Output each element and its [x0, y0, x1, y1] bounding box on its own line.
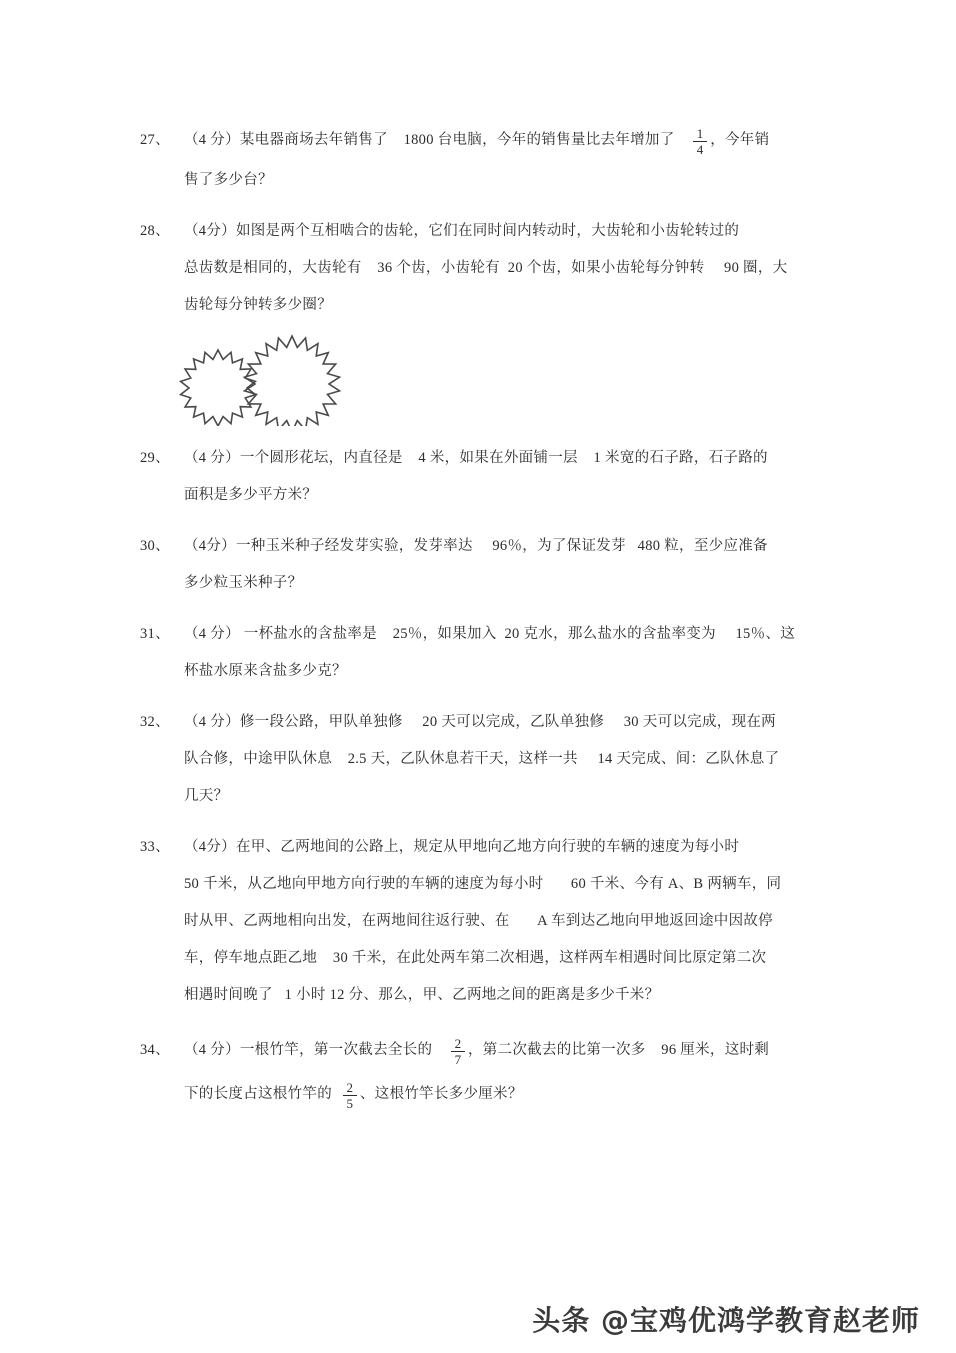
text-run: 、这根竹竿长多少厘米？ — [359, 1086, 523, 1102]
question-line — [140, 866, 820, 903]
question-line — [140, 477, 820, 514]
question-text — [184, 287, 820, 324]
question-text — [184, 778, 820, 815]
question-text — [184, 528, 820, 565]
question-number: 29、 — [140, 450, 170, 466]
question-line — [140, 704, 820, 741]
question-text — [184, 565, 820, 602]
large-gear-icon — [244, 336, 339, 426]
question-text — [184, 903, 820, 940]
text-run: （4 分）某电器商场去年销售了 1800 台电脑，今年的销售量比去年增加了 — [184, 132, 691, 148]
question-line — [140, 903, 820, 940]
fraction-denominator: 7 — [454, 1052, 462, 1068]
question-block — [140, 118, 820, 199]
question-block — [140, 213, 820, 426]
question-text — [184, 1028, 820, 1072]
question-text — [184, 162, 820, 199]
question-line — [140, 829, 820, 866]
question-line — [140, 778, 820, 815]
question-line — [140, 528, 820, 565]
text-run: 总齿数是相同的，大齿轮有 36 个齿，小齿轮有 20 个齿，如果小齿轮每分钟转 90 圈，大 — [184, 260, 788, 276]
question-text — [184, 741, 820, 778]
text-run: 面积是多少平方米？ — [184, 487, 318, 503]
meshing-gears-figure — [178, 330, 820, 426]
question-line — [140, 440, 820, 477]
questions-container — [140, 118, 820, 1130]
text-run: 相遇时间晚了 1 小时 12 分、那么，甲、乙两地之间的距离是多少千米？ — [184, 987, 660, 1003]
text-run: （4 分） 一杯盐水的含盐率是 25％，如果加入 20 克水，那么盐水的含盐率变为 15％、这 — [184, 626, 795, 642]
text-run: 下的长度占这根竹竿的 — [184, 1086, 340, 1102]
footer-watermark — [0, 1299, 956, 1339]
small-gear-icon — [181, 350, 256, 426]
text-run: ，第二次截去的比第一次多 96 厘米，这时剩 — [467, 1042, 770, 1058]
text-run: 几天？ — [184, 788, 229, 804]
question-number: 34、 — [140, 1042, 170, 1058]
fraction — [451, 1037, 465, 1066]
text-run: 齿轮每分钟转多少圈？ — [184, 297, 332, 313]
question-block — [140, 704, 820, 815]
question-text — [184, 829, 820, 866]
question-line — [140, 565, 820, 602]
question-block — [140, 1028, 820, 1116]
question-text — [184, 616, 820, 653]
question-line — [140, 741, 820, 778]
question-block — [140, 616, 820, 690]
question-number: 27、 — [140, 132, 170, 148]
text-run: ，今年销 — [710, 132, 770, 148]
fraction-denominator: 5 — [346, 1096, 354, 1112]
question-text — [184, 977, 820, 1014]
question-line — [140, 162, 820, 199]
question-block — [140, 528, 820, 602]
question-line — [140, 940, 820, 977]
text-run: 多少粒玉米种子？ — [184, 575, 303, 591]
question-text — [184, 477, 820, 514]
fraction-denominator: 4 — [696, 142, 704, 158]
question-line — [140, 977, 820, 1014]
fraction-numerator: 1 — [696, 126, 704, 142]
question-line — [140, 616, 820, 653]
text-run: （4 分）修一段公路，甲队单独修 20 天可以完成，乙队单独修 30 天可以完成，现在两 — [184, 714, 776, 730]
fraction — [343, 1081, 357, 1110]
text-run: 售了多少台？ — [184, 172, 273, 188]
fraction-numerator: 2 — [346, 1080, 354, 1096]
question-line — [140, 118, 820, 162]
text-run: （4 分）一根竹竿，第一次截去全长的 — [184, 1042, 448, 1058]
text-run: （4分）在甲、乙两地间的公路上，规定从甲地向乙地方向行驶的车辆的速度为每小时 — [184, 839, 740, 855]
question-text — [184, 213, 820, 250]
question-text — [184, 704, 820, 741]
question-block — [140, 829, 820, 1014]
question-number: 28、 — [140, 223, 170, 239]
question-number: 31、 — [140, 626, 170, 642]
question-number: 30、 — [140, 538, 170, 554]
question-line — [140, 1028, 820, 1072]
question-text — [184, 653, 820, 690]
text-run: 车，停车地点距乙地 30 千米，在此处两车第二次相遇，这样两车相遇时间比原定第二次 — [184, 950, 767, 966]
text-run: （4分）一种玉米种子经发芽实验，发芽率达 96％，为了保证发芽 480 粒，至少应准备 — [184, 538, 768, 554]
question-line — [140, 287, 820, 324]
text-run: 时从甲、乙两地相向出发，在两地间往返行驶、在 A 车到达乙地向甲地返回途中因故停 — [184, 913, 773, 929]
text-run: （4分）如图是两个互相啮合的齿轮，它们在同时间内转动时，大齿轮和小齿轮转过的 — [184, 223, 740, 239]
question-text — [184, 118, 820, 162]
question-text — [184, 440, 820, 477]
text-run: 50 千米，从乙地向甲地方向行驶的车辆的速度为每小时 60 千米、今有 A、B 两辆车，同 — [184, 876, 782, 892]
watermark-text: 头条 @宝鸡优鸿学教育赵老师 — [532, 1304, 920, 1337]
text-run: （4 分）一个圆形花坛，内直径是 4 米，如果在外面铺一层 1 米宽的石子路，石子路的 — [184, 450, 768, 466]
question-number: 33、 — [140, 839, 170, 855]
question-line — [140, 653, 820, 690]
question-block — [140, 440, 820, 514]
text-run: 队合修，中途甲队休息 2.5 天，乙队休息若干天，这样一共 14 天完成、间：乙队休息了 — [184, 751, 780, 767]
gears-svg — [178, 330, 388, 426]
question-text — [184, 1072, 820, 1116]
fraction — [693, 127, 707, 156]
question-line — [140, 250, 820, 287]
question-line — [140, 213, 820, 250]
question-number: 32、 — [140, 714, 170, 730]
fraction-numerator: 2 — [454, 1036, 462, 1052]
question-text — [184, 250, 820, 287]
text-run: 杯盐水原来含盐多少克？ — [184, 663, 347, 679]
question-text — [184, 940, 820, 977]
question-line — [140, 1072, 820, 1116]
question-text — [184, 866, 820, 903]
